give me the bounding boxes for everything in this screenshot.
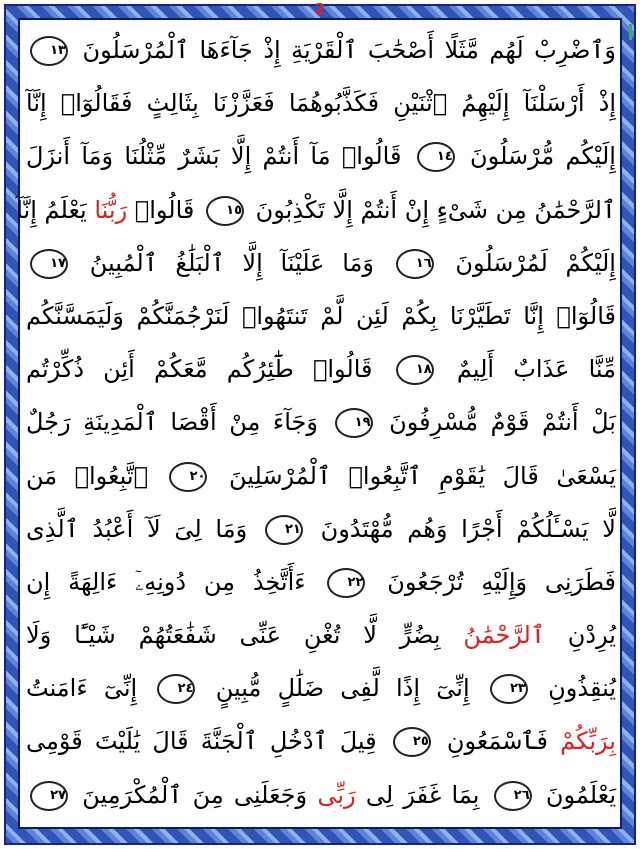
verse-text: قَالُوٓا۟ إِنَّا تَطَيَّرْنَا بِكُمْ لَئِن لَّمْ تَنتَهُوا۟ لَنَرْجُمَنَّكُمْ وَلَيَمَسَّنَّكُم bbox=[26, 301, 616, 330]
verse-text: ءَأَتَّخِذُ مِن دُونِهِۦٓ ءَالِهَةً إِن bbox=[26, 567, 306, 596]
verse-line bbox=[26, 396, 616, 449]
verse-text: وَٱضْرِبْ لَهُم مَّثَلًا أَصْحَٰبَ ٱلْقَرْيَةِ إِذْ جَآءَهَا ٱلْمُرْسَلُونَ bbox=[82, 36, 616, 64]
verse-number-marker: ١٧ bbox=[30, 249, 68, 279]
verse-number-marker: ٢٢ bbox=[327, 568, 365, 598]
verse-text: وَمَا لِىَ لَآ أَعْبُدُ ٱلَّذِى bbox=[26, 514, 248, 543]
verse-number-marker: ١٨ bbox=[396, 355, 434, 385]
verse-text: يَعْلَمُ إِنَّآ bbox=[16, 195, 87, 224]
verse-text: وَمَا عَلَيْنَآ إِلَّا ٱلْبَلَٰغُ ٱلْمُبِينُ bbox=[89, 248, 374, 277]
highlighted-word: ٱلرَّحْمَٰنُ bbox=[463, 621, 545, 650]
verse-text: وَجَآءَ مِنْ أَقْصَا ٱلْمَدِينَةِ رَجُلٌ bbox=[26, 408, 318, 437]
verse-line bbox=[26, 290, 616, 343]
verse-line bbox=[16, 184, 616, 237]
verse-text: بِضُرٍّ لَّا تُغْنِ عَنِّى شَفَٰعَتُهُمْ شَيْـًٔا وَلَا bbox=[26, 621, 441, 650]
verse-text: إِنِّىٓ ءَامَنتُ bbox=[26, 674, 138, 703]
verse-line bbox=[26, 503, 616, 556]
verse-text: يُنقِذُونِ bbox=[548, 674, 616, 703]
verse-line bbox=[26, 450, 616, 503]
verse-lines bbox=[16, 24, 616, 824]
verse-text: بِمَا غَفَرَ لِى bbox=[355, 780, 480, 809]
verse-text: ٱتَّبِعُوا۟ مَن bbox=[26, 461, 148, 490]
verse-text: قَالُوا۟ طَٰٓئِرُكُم مَّعَكُمْ أَئِن ذُكِّرْتُم bbox=[26, 355, 373, 384]
verse-line bbox=[26, 769, 616, 822]
verse-line bbox=[26, 662, 616, 715]
verse-number-marker: ٢٠ bbox=[169, 462, 207, 492]
verse-text: يُرِدْنِ bbox=[544, 621, 616, 650]
verse-text: ٱلرَّحْمَٰنُ مِن شَىْءٍ إِنْ أَنتُمْ إِلَّا تَكْذِبُونَ bbox=[255, 195, 616, 224]
green-edge-mark bbox=[629, 24, 632, 40]
verse-text: إِلَيْكُمْ لَمُرْسَلُونَ bbox=[455, 248, 616, 277]
highlighted-word: رَبُّنَا bbox=[94, 195, 128, 224]
verse-text: إِذْ أَرْسَلْنَآ إِلَيْهِمُ ٱثْنَيْنِ فَكَذَّبُوهُمَا فَعَزَّزْنَا بِثَالِثٍ فَقَالُوٓا۟ إِنَّآ bbox=[26, 89, 616, 118]
verse-number-marker: ٢١ bbox=[265, 515, 303, 545]
verse-number-marker: ١٥ bbox=[206, 196, 244, 226]
verse-line bbox=[26, 715, 616, 768]
verse-text: قَالُوا۟ مَآ أَنتُمْ إِلَّا بَشَرٌ مِّثْلُنَا وَمَآ أَنزَلَ bbox=[26, 142, 402, 171]
verse-line bbox=[26, 24, 616, 77]
verse-number-marker: ٢٤ bbox=[157, 674, 195, 704]
verse-number-marker: ٢٧ bbox=[30, 781, 68, 811]
verse-number-marker: ١٤ bbox=[417, 142, 455, 172]
verse-line bbox=[26, 77, 616, 130]
verse-number-marker: ١٦ bbox=[396, 249, 434, 279]
verse-number-marker: ٢٥ bbox=[393, 727, 431, 757]
page-number: 2 bbox=[314, 0, 326, 18]
verse-text: إِنِّىٓ إِذًا لَّفِى ضَلَٰلٍ مُّبِينٍ bbox=[215, 674, 470, 703]
verse-text: وَجَعَلَنِى مِنَ ٱلْمُكْرَمِينَ bbox=[82, 780, 308, 809]
verse-number-marker: ١٣ bbox=[30, 36, 68, 66]
highlighted-word: بِرَبِّكُمْ bbox=[560, 727, 616, 756]
verse-number-marker: ٢٣ bbox=[490, 674, 528, 704]
verse-text: فَطَرَنِى وَإِلَيْهِ تُرْجَعُونَ bbox=[387, 567, 616, 596]
verse-number-marker: ١٩ bbox=[335, 408, 373, 438]
verse-line bbox=[26, 343, 616, 396]
verse-line bbox=[26, 237, 616, 290]
verse-text: مِّنَّا عَذَابٌ أَلِيمٌ bbox=[456, 355, 616, 384]
verse-number-marker: ٢٦ bbox=[494, 781, 532, 811]
verse-text: بَلْ أَنتُمْ قَوْمٌ مُّسْرِفُونَ bbox=[389, 408, 616, 437]
verse-text: يَسْعَىٰ قَالَ يَٰقَوْمِ ٱتَّبِعُوا۟ ٱلْمُرْسَلِينَ bbox=[228, 461, 616, 490]
verse-line bbox=[26, 130, 616, 183]
verse-line bbox=[26, 556, 616, 609]
verse-text: إِلَيْكُم مُّرْسَلُونَ bbox=[470, 142, 616, 171]
highlighted-word: رَبِّى bbox=[317, 780, 356, 809]
verse-text: قَالُوا۟ bbox=[127, 195, 195, 224]
verse-line bbox=[26, 609, 616, 662]
verse-text: فَٱسْمَعُونِ bbox=[446, 727, 549, 756]
verse-text: قِيلَ ٱدْخُلِ ٱلْجَنَّةَ قَالَ يَٰلَيْتَ قَوْمِى bbox=[26, 727, 377, 756]
verse-text: يَعْلَمُونَ bbox=[545, 780, 616, 809]
verse-text: لَّا يَسْـَٔلُكُمْ أَجْرًا وَهُم مُّهْتَدُونَ bbox=[320, 514, 616, 543]
